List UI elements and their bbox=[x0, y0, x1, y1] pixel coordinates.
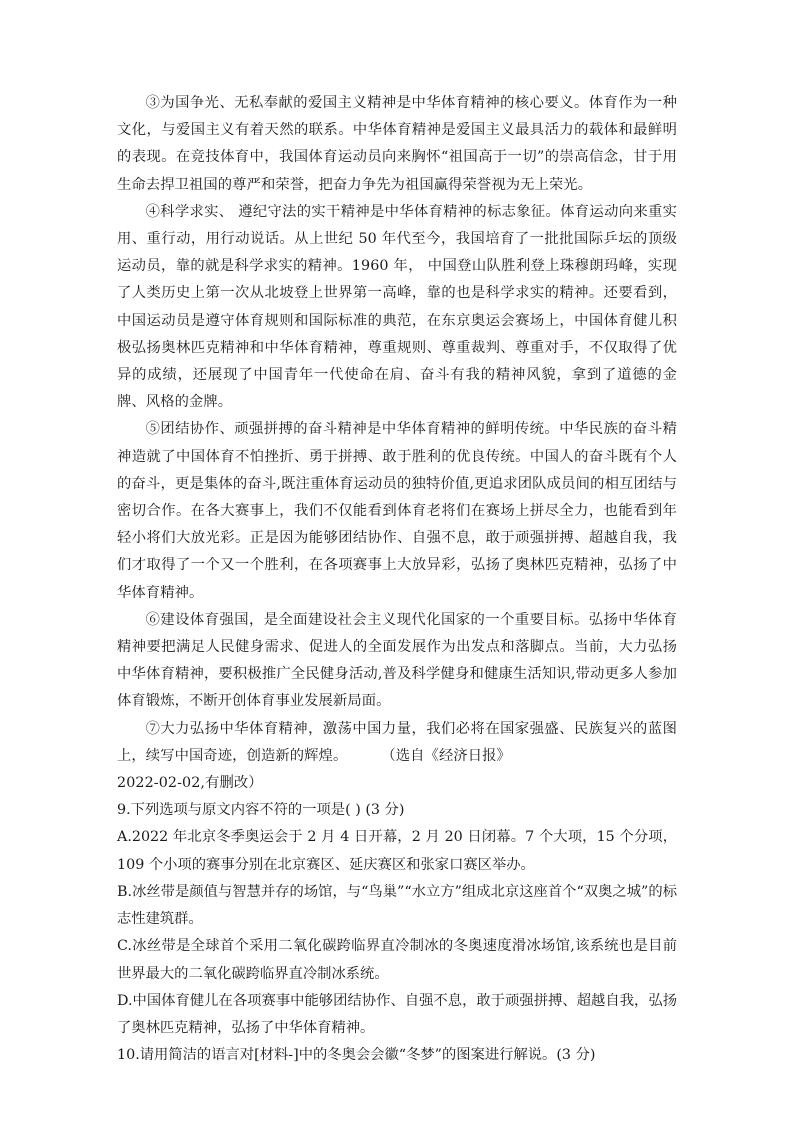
question-9-option-b: B.冰丝带是颜值与智慧并存的场馆，与“鸟巢”“水立方”组成北京这座首个“双奥之城”的标志性建筑群。 bbox=[117, 883, 677, 928]
question-9-option-c: C.冰丝带是全球首个采用二氧化碳跨临界直冷制冰的冬奥速度滑冰场馆,该系统也是目前世界最大的二氧化碳跨临界直冷制冰系统。 bbox=[117, 938, 677, 982]
paragraph-6: ⑥建设体育强国，是全面建设社会主义现代化国家的一个重要目标。弘扬中华体育精神要把满足人民健身需求、促进人的全面发展作为出发点和落脚点。当前，大力弘扬中华体育精神，要积极推广全民健身活动,普及科学健身和健康生活知识,带动更多人参加体育锻炼，不断开创体育事业发展新局面。 bbox=[117, 611, 677, 710]
question-9-option-a: A.2022 年北京冬季奥运会于 2 月 4 日开幕，2 月 20 日闭幕。7 个大项，15 个分项，109 个小项的赛事分别在北京赛区、延庆赛区和张家口赛区举办。 bbox=[117, 829, 677, 873]
document-page bbox=[117, 90, 677, 1069]
paragraph-3: ③为国争光、无私奉献的爱国主义精神是中华体育精神的核心要义。体育作为一种文化，与爱国主义有着天然的联系。中华体育精神是爱国主义最具活力的载体和最鲜明的表现。在竞技体育中，我国体育运动员向来胸怀“祖国高于一切”的崇高信念，甘于用生命去捍卫祖国的尊严和荣誉，把奋力争先为祖国赢得荣誉视为无上荣光。 bbox=[117, 95, 677, 193]
question-9-option-d: D.中国体育健儿在各项赛事中能够团结协作、自强不息，敢于顽强拼搏、超越自我，弘扬了奥林匹克精神，弘扬了中华体育精神。 bbox=[117, 992, 677, 1036]
source-citation-end: 2022-02-02,有删改） bbox=[117, 775, 263, 792]
question-9: 9.下列选项与原文内容不符的一项是( ) (3 分) bbox=[117, 802, 405, 819]
question-10: 10.请用简洁的语言对[材料-]中的冬奥会会徽“冬梦”的图案进行解说。(3 分) bbox=[117, 1047, 596, 1064]
paragraph-5: ⑤团结协作、顽强拼搏的奋斗精神是中华体育精神的鲜明传统。中华民族的奋斗精神造就了中国体育不怕挫折、勇于拼搏、敢于胜利的优良传统。中国人的奋斗既有个人的奋斗，更是集体的奋斗,既注重体育运动员的独特价值,更追求团队成员间的相互团结与密切合作。在各大赛事上，我们不仅能看到体育老将们在赛场上拼尽全力，也能看到年轻小将们大放光彩。正是因为能够团结协作、自强不息，敢于顽强拼搏、超越自我，我们才取得了一个又一个胜利，在各项赛事上大放异彩，弘扬了奥林匹克精神，弘扬了中华体育精神。 bbox=[117, 421, 677, 601]
paragraph-7 bbox=[117, 716, 677, 770]
source-citation-start: （选自《经济日报》 bbox=[381, 747, 511, 764]
paragraph-7-text: ⑦大力弘扬中华体育精神，激荡中国力量，我们必将在国家强盛、民族复兴的蓝图上，续写中国奇迹，创造新的辉煌。 bbox=[117, 720, 677, 764]
paragraph-4: ④科学求实、 遵纪守法的实干精神是中华体育精神的标志象征。体育运动向来重实用、重行动，用行动说话。从上世纪 50 年代至今，我国培育了一批批国际乒坛的顶级运动员，靠的就是科学求实的精神。1960 年， 中国登山队胜利登上珠穆朗玛峰，实现了人类历史上第一次从北坡登上世界第一高峰，靠的也是科学求实的精神。还要看到，中国运动员是遵守体育规则和国际标准的典范，在东京奥运会赛场上，中国体育健儿积极弘扬奥林匹克精神和中华体育精神，尊重规则、尊重裁判、尊重对手，不仅取得了优异的成绩，还展现了中国青年一代使命在肩、奋斗有我的精神风貌，拿到了道德的金牌、风格的金牌。 bbox=[117, 203, 677, 411]
